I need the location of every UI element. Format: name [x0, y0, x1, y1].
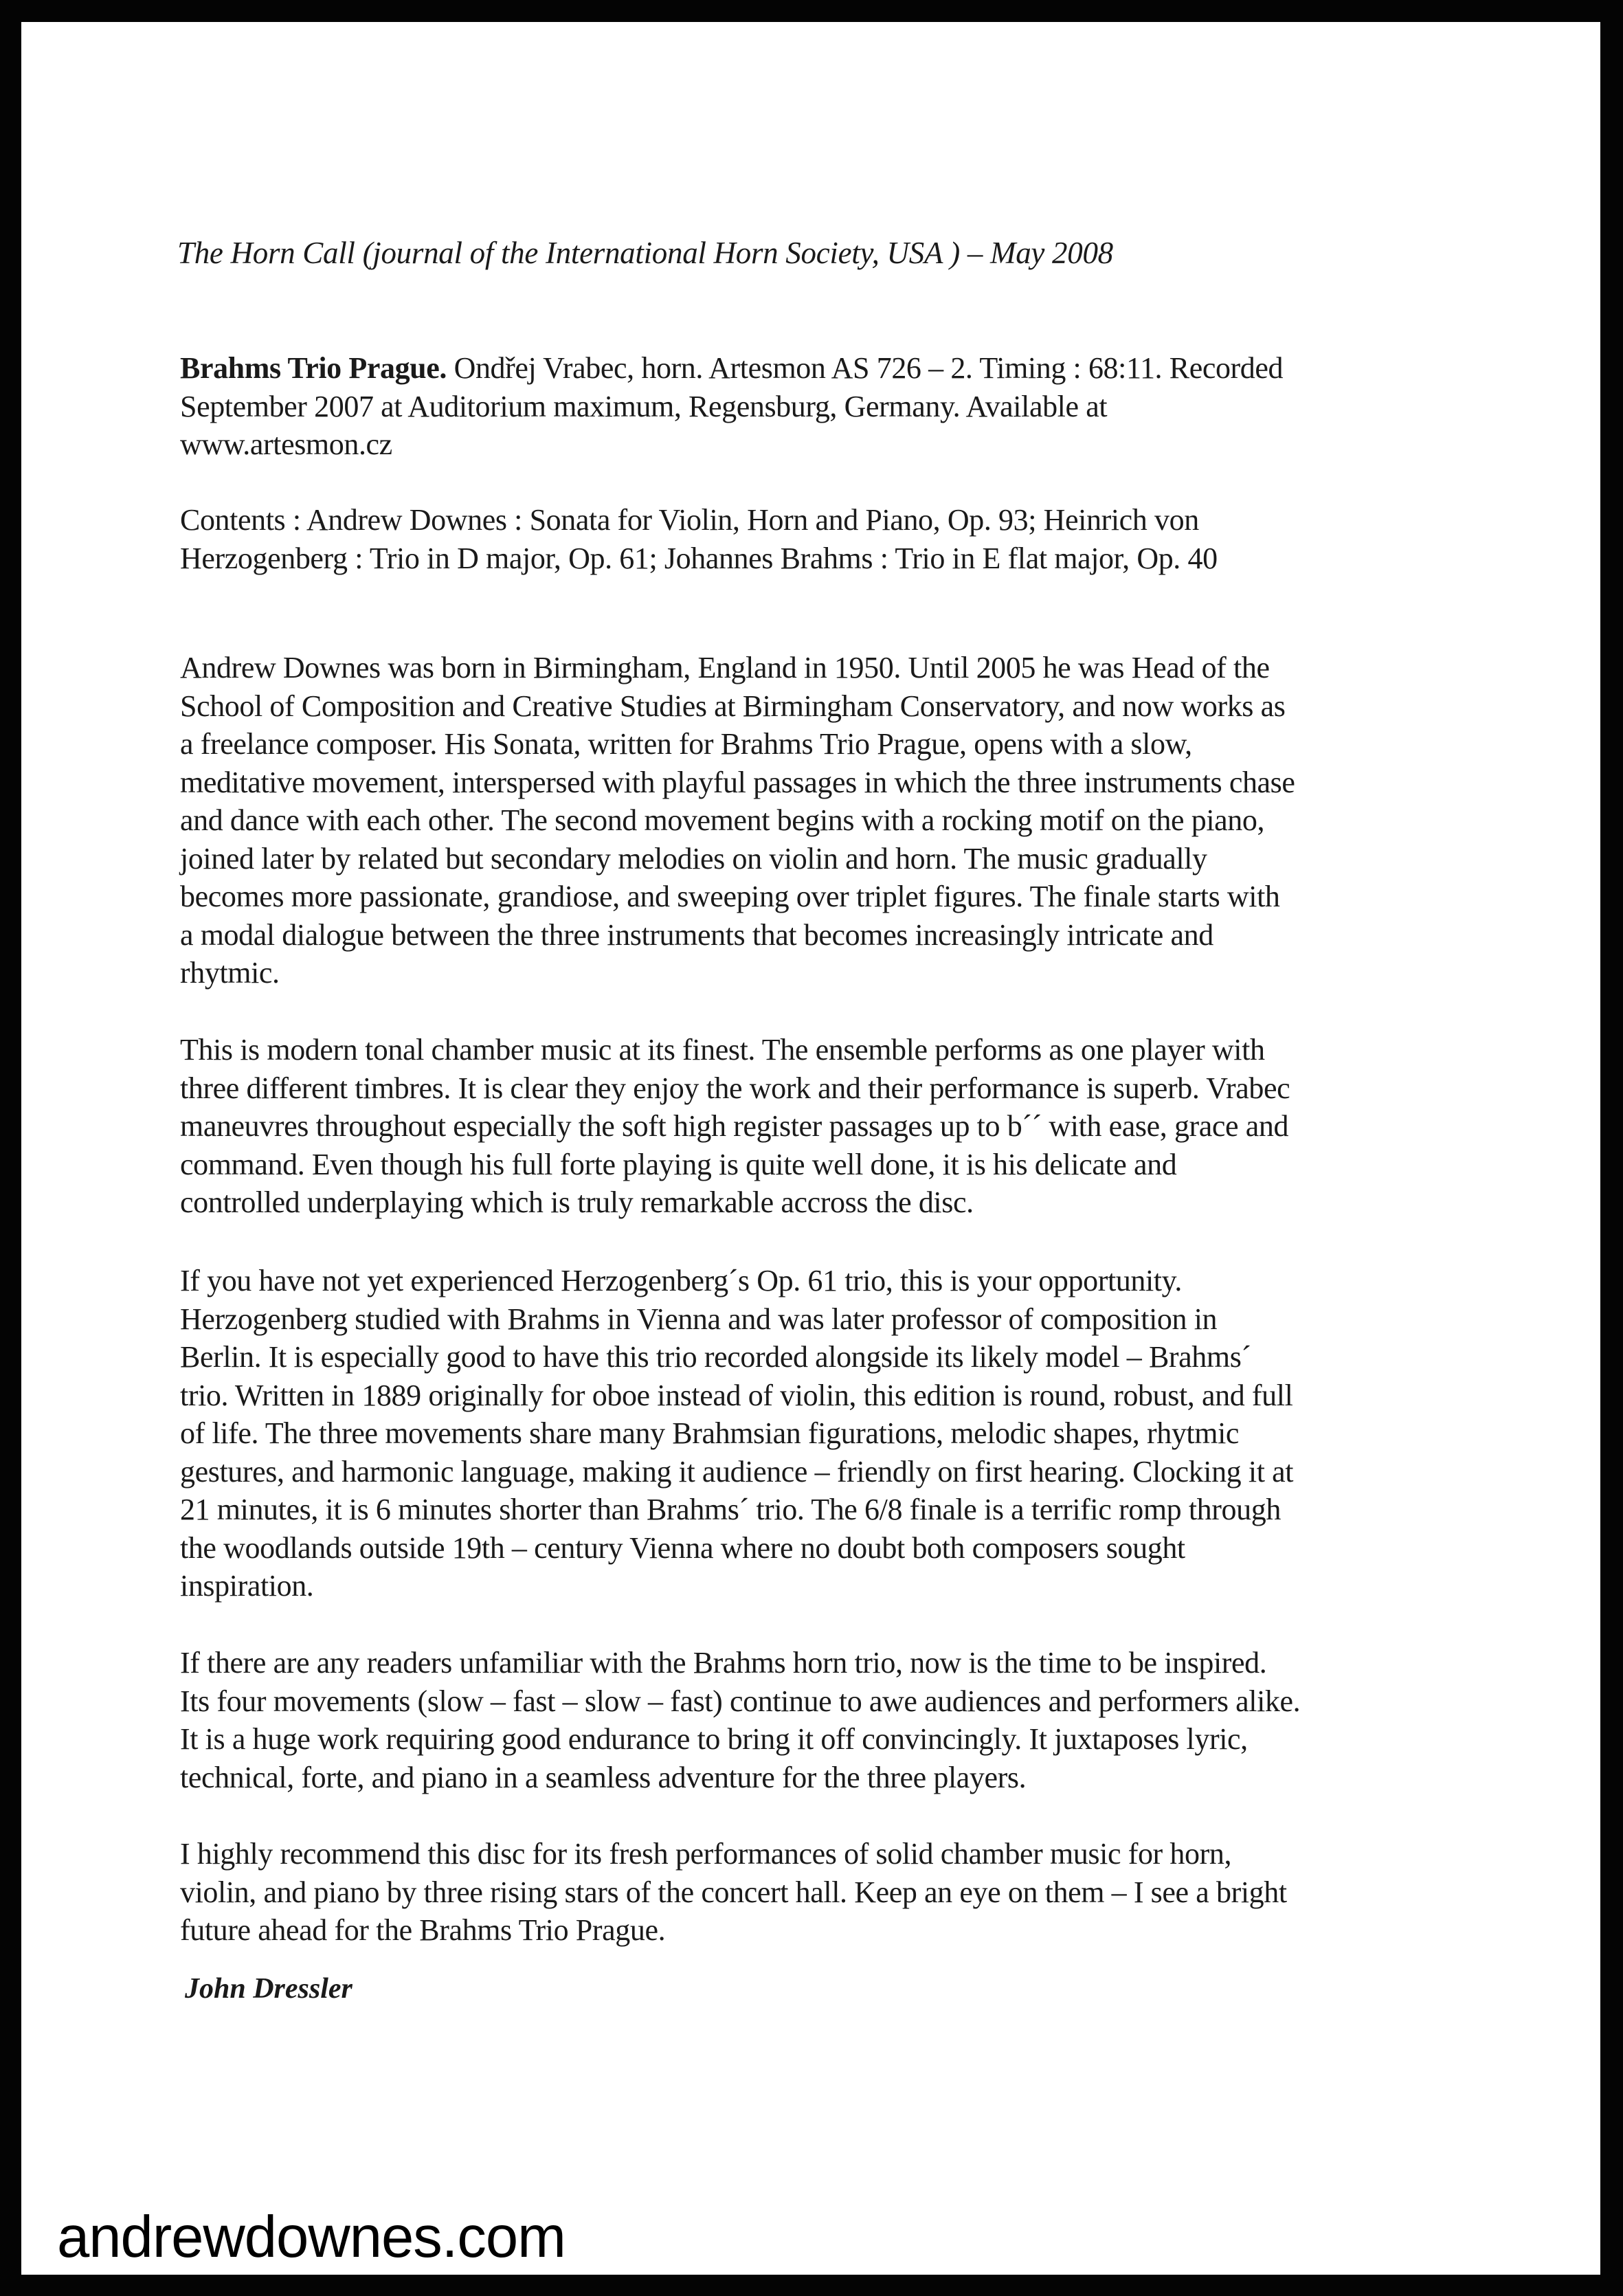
text-line: This is modern tonal chamber music at its finest. The ensemble performs as one player with [180, 1033, 1265, 1067]
text-line: controlled underplaying which is truly remarkable accross the disc. [180, 1185, 974, 1219]
text-line: a freelance composer. His Sonata, written for Brahms Trio Prague, opens with a slow, [180, 727, 1192, 761]
text-line: I highly recommend this disc for its fresh performances of solid chamber music for horn, [180, 1837, 1232, 1871]
scanned-page [21, 22, 1600, 2275]
text-line: Its four movements (slow – fast – slow – fast) continue to awe audiences and performers alike. [180, 1684, 1301, 1718]
contents [180, 501, 1472, 577]
text-line: of life. The three movements share many Brahmsian figurations, melodic shapes, rhytmic [180, 1416, 1240, 1450]
paragraph-recommendation [180, 1835, 1472, 1950]
text-line: violin, and piano by three rising stars of the concert hall. Keep an eye on them – I see a bright [180, 1875, 1287, 1909]
text-line: command. Even though his full forte playing is quite well done, it is his delicate and [180, 1147, 1177, 1181]
text-line: a modal dialogue between the three instruments that becomes increasingly intricate and [180, 917, 1213, 952]
text-line: inspiration. [180, 1569, 314, 1603]
text-line: gestures, and harmonic language, making it audience – friendly on first hearing. Clocking it at [180, 1454, 1294, 1489]
contents-line: Contents : Andrew Downes : Sonata for Violin, Horn and Piano, Op. 93; Heinrich von [180, 503, 1199, 537]
text-line: and dance with each other. The second movement begins with a rocking motif on the piano, [180, 803, 1265, 837]
text-line: It is a huge work requiring good endurance to bring it off convincingly. It juxtaposes lyric, [180, 1722, 1248, 1756]
text-line: becomes more passionate, grandiose, and sweeping over triplet figures. The finale starts with [180, 880, 1280, 913]
website-watermark: andrewdownes.com [57, 2205, 566, 2270]
disc-info-line-1: Brahms Trio Prague. Ondřej Vrabec, horn. Artesmon AS 726 – 2. Timing : 68:11. Recorded [180, 351, 1284, 385]
text-line: meditative movement, interspersed with playful passages in which the three instruments chase [180, 765, 1295, 799]
text-line: trio. Written in 1889 originally for oboe instead of violin, this edition is round, robust, and full [180, 1378, 1293, 1412]
text-line: the woodlands outside 19th – century Vienna where no doubt both composers sought [180, 1530, 1185, 1565]
paragraph-brahms [180, 1644, 1472, 1796]
disc-info [180, 349, 1472, 464]
disc-title: Brahms Trio Prague. [180, 351, 447, 385]
paragraph-performance [180, 1031, 1472, 1222]
journal-header: The Horn Call (journal of the International Horn Society, USA ) – May 2008 [177, 236, 1113, 270]
text-line: rhytmic. [180, 956, 280, 990]
disc-info-line-3: www.artesmon.cz [180, 427, 392, 461]
text-line: 21 minutes, it is 6 minutes shorter than Brahms´ trio. The 6/8 finale is a terrific romp through [180, 1493, 1281, 1526]
review-document [21, 22, 1600, 2275]
contents-line: Herzogenberg : Trio in D major, Op. 61; Johannes Brahms : Trio in E flat major, Op. 40 [180, 541, 1218, 575]
text-line: three different timbres. It is clear they enjoy the work and their performance is superb. Vrabec [180, 1071, 1290, 1105]
paragraph-downes [180, 649, 1472, 992]
text-line: technical, forte, and piano in a seamless adventure for the three players. [180, 1760, 1027, 1794]
text-line: Berlin. It is especially good to have this trio recorded alongside its likely model – Brahms´ [180, 1340, 1251, 1374]
author-signature: John Dressler [185, 1973, 352, 2005]
disc-info-line-2: September 2007 at Auditorium maximum, Regensburg, Germany. Available at [180, 389, 1108, 423]
text-line: Herzogenberg studied with Brahms in Vienna and was later professor of composition in [180, 1302, 1218, 1336]
text-line: If there are any readers unfamiliar with the Brahms horn trio, now is the time to be inspired. [180, 1646, 1267, 1680]
text-line: joined later by related but secondary melodies on violin and horn. The music gradually [180, 841, 1207, 876]
text-line: If you have not yet experienced Herzogenberg´s Op. 61 trio, this is your opportunity. [180, 1264, 1182, 1297]
text-line: future ahead for the Brahms Trio Prague. [180, 1913, 666, 1947]
paragraph-herzogenberg [180, 1262, 1472, 1605]
text-line: maneuvres throughout especially the soft high register passages up to b´´ with ease, grace and [180, 1109, 1289, 1143]
text-line: School of Composition and Creative Studies at Birmingham Conservatory, and now works as [180, 689, 1286, 723]
text-line: Andrew Downes was born in Birmingham, England in 1950. Until 2005 he was Head of the [180, 651, 1270, 684]
